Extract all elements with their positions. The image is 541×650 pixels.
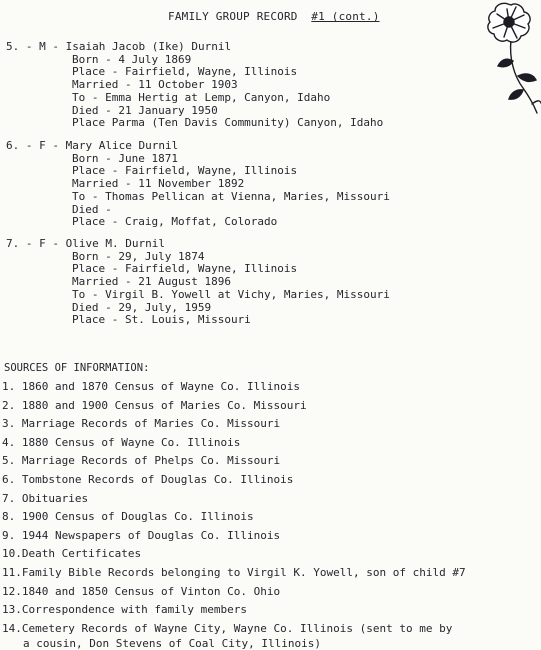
child-detail-line: Place - Fairfield, Wayne, Illinois — [72, 262, 298, 276]
record-number: #1 (cont.) — [311, 10, 380, 23]
child-entry — [6, 140, 390, 229]
child-detail-line: Place - Craig, Moffat, Colorado — [72, 215, 278, 229]
child-detail-line: Died - — [72, 202, 112, 216]
source-item: 6. Tombstone Records of Douglas Co. Illinois — [2, 472, 294, 486]
child-detail-line: Married - 11 November 1892 — [72, 177, 245, 191]
child-detail-line: Died - 21 January 1950 — [72, 103, 218, 117]
flower-illustration — [478, 0, 541, 118]
source-item: 4. 1880 Census of Wayne Co. Illinois — [2, 435, 241, 449]
source-item-text: 14.Cemetery Records of Wayne City, Wayne Co. Illinois (sent to me by — [2, 621, 453, 635]
child-detail-line: Died - 29, July, 1959 — [72, 300, 212, 314]
child-detail-line: Place Parma (Ten Davis Community) Canyon, Idaho — [72, 116, 384, 130]
child-entry — [6, 238, 390, 327]
source-item: 10.Death Certificates — [2, 547, 142, 561]
child-detail-line: Place - St. Louis, Missouri — [72, 313, 251, 327]
source-item: 9. 1944 Newspapers of Douglas Co. Illinois — [2, 528, 281, 542]
sources-list — [2, 378, 466, 649]
child-detail-line: Married - 11 October 1903 — [72, 78, 238, 92]
child-detail-line: To - Thomas Pellican at Vienna, Maries, Missouri — [72, 189, 390, 203]
source-item: 8. 1900 Census of Douglas Co. Illinois — [2, 510, 254, 524]
source-item: 12.1840 and 1850 Census of Vinton Co. Ohio — [2, 584, 281, 598]
record-title — [168, 10, 380, 23]
child-detail-line: Place - Fairfield, Wayne, Illinois — [72, 65, 298, 79]
sources-heading: SOURCES OF INFORMATION: — [4, 362, 150, 374]
source-item-continuation: a cousin, Don Stevens of Coal City, Illinois) — [23, 637, 322, 650]
source-item: 11.Family Bible Records belonging to Virgil K. Yowell, son of child #7 — [2, 565, 466, 579]
source-item: 1. 1860 and 1870 Census of Wayne Co. Illinois — [2, 380, 301, 393]
child-heading: 5. - M - Isaiah Jacob (Ike) Durnil — [6, 40, 232, 53]
source-item: 7. Obituaries — [2, 491, 89, 505]
child-heading: 6. - F - Mary Alice Durnil — [6, 139, 179, 152]
source-item: 5. Marriage Records of Phelps Co. Missouri — [2, 454, 281, 468]
source-item: 2. 1880 and 1900 Census of Maries Co. Missouri — [2, 398, 307, 412]
child-entry — [6, 41, 383, 130]
child-detail-line: Place - Fairfield, Wayne, Illinois — [72, 164, 298, 178]
child-detail-line: To - Virgil B. Yowell at Vichy, Maries, Missouri — [72, 287, 390, 301]
child-detail-line: Born - June 1871 — [72, 151, 178, 165]
source-item: 3. Marriage Records of Maries Co. Missouri — [2, 417, 281, 431]
child-detail-line: Born - 4 July 1869 — [72, 52, 192, 66]
source-item: 13.Correspondence with family members — [2, 603, 248, 617]
child-detail-line: To - Emma Hertig at Lemp, Canyon, Idaho — [72, 90, 331, 104]
source-item — [2, 620, 466, 650]
child-heading: 7. - F - Olive M. Durnil — [6, 237, 165, 250]
child-detail-line: Married - 21 August 1896 — [72, 275, 231, 289]
record-title-text: FAMILY GROUP RECORD — [168, 10, 298, 23]
child-detail-line: Born - 29, July 1874 — [72, 249, 205, 263]
